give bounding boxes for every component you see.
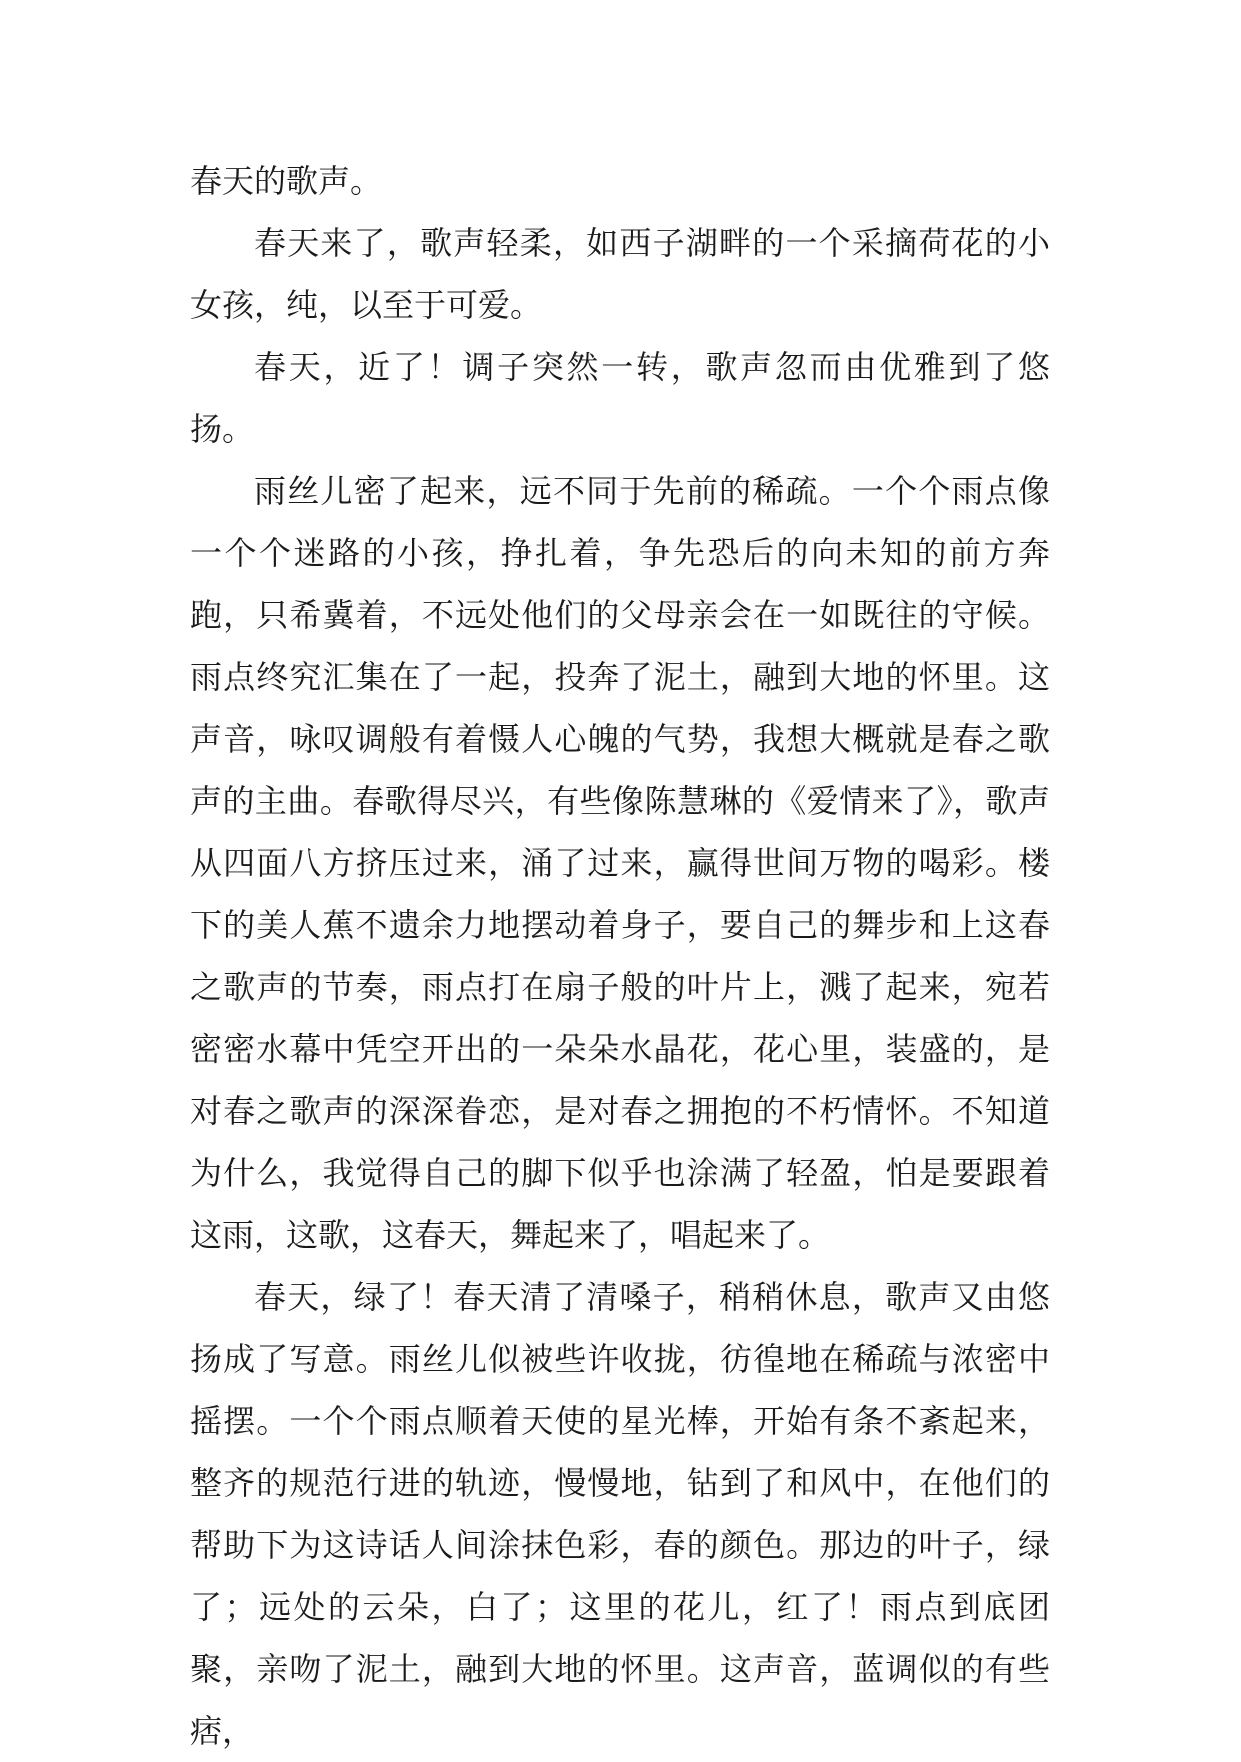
paragraph: 雨丝儿密了起来，远不同于先前的稀疏。一个个雨点像一个个迷路的小孩，挣扎着，争先恐后的向未知的前方奔跑，只希冀着，不远处他们的父母亲会在一如既往的守候。雨点终究汇集在了一起，投奔了泥土，融到大地的怀里。这声音，咏叹调般有着慑人心魄的气势，我想大概就是春之歌声的主曲。春歌得尽兴，有些像陈慧琳的《爱情来了》，歌声从四面八方挤压过来，涌了过来，赢得世间万物的喝彩。楼下的美人蕉不遗余力地摆动着身子，要自己的舞步和上这春之歌声的节奏，雨点打在扇子般的叶片上，溅了起来，宛若密密水幕中凭空开出的一朵朵水晶花，花心里，装盛的，是对春之歌声的深深眷恋，是对春之拥抱的不朽情怀。不知道为什么，我觉得自己的脚下似乎也涂满了轻盈，怕是要跟着这雨，这歌，这春天，舞起来了，唱起来了。 [190, 472, 1050, 1254]
article-body [190, 150, 1050, 1762]
paragraph: 春天的歌声。 [190, 162, 383, 200]
paragraph: 春天，近了！调子突然一转，歌声忽而由优雅到了悠扬。 [190, 348, 1050, 448]
paragraph: 春天，绿了！春天清了清嗓子，稍稍休息，歌声又由悠扬成了写意。雨丝儿似被些许收拢，彷徨地在稀疏与浓密中摇摆。一个个雨点顺着天使的星光棒，开始有条不紊起来，整齐的规范行进的轨迹，慢慢地，钻到了和风中，在他们的帮助下为这诗话人间涂抹色彩，春的颜色。那边的叶子，绿了；远处的云朵，白了；这里的花儿，红了！雨点到底团聚，亲吻了泥土，融到大地的怀里。这声音，蓝调似的有些痞， [190, 1278, 1050, 1750]
paragraph: 春天来了，歌声轻柔，如西子湖畔的一个采摘荷花的小女孩，纯，以至于可爱。 [190, 224, 1050, 324]
